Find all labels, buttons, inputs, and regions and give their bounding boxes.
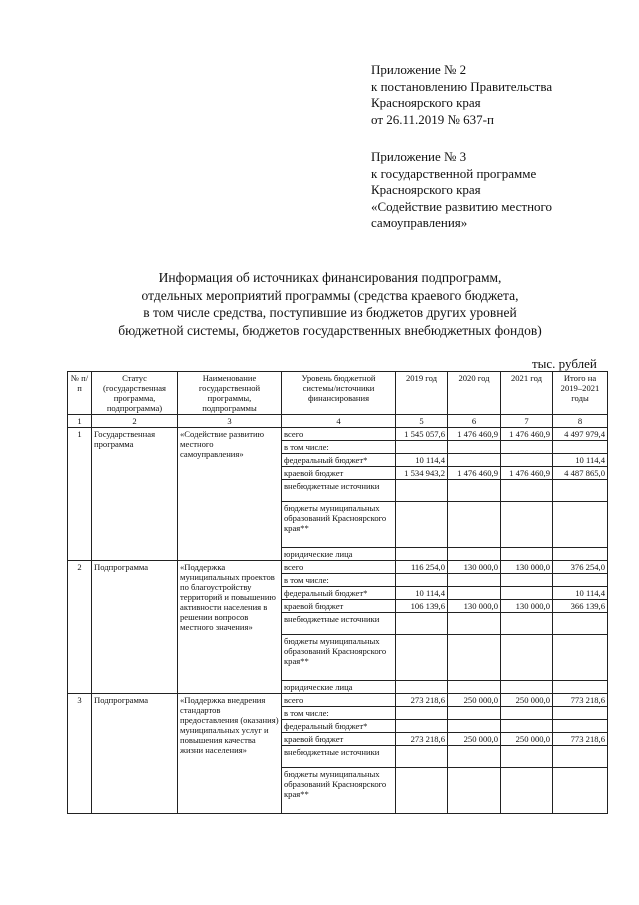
value-2021: 130 000,0 bbox=[501, 600, 553, 613]
value-total: 366 139,6 bbox=[553, 600, 608, 613]
value-2019: 273 218,6 bbox=[396, 694, 448, 707]
header-total: Итого на 2019–2021 годы bbox=[553, 372, 608, 415]
value-2021 bbox=[501, 681, 553, 694]
row-num: 1 bbox=[68, 428, 92, 561]
column-number: 3 bbox=[178, 415, 282, 428]
value-2019 bbox=[396, 768, 448, 814]
budget-level: в том числе: bbox=[282, 574, 396, 587]
value-2020 bbox=[448, 574, 501, 587]
appendix-3-line: Приложение № 3 bbox=[371, 149, 467, 164]
value-total bbox=[553, 635, 608, 681]
value-2021: 1 476 460,9 bbox=[501, 428, 553, 441]
value-2020: 130 000,0 bbox=[448, 561, 501, 574]
header-2021: 2021 год bbox=[501, 372, 553, 415]
value-2021 bbox=[501, 587, 553, 600]
header-status: Статус (государственная программа, подпрограмма) bbox=[92, 372, 178, 415]
value-2021: 130 000,0 bbox=[501, 561, 553, 574]
header-2020: 2020 год bbox=[448, 372, 501, 415]
value-2021: 1 476 460,9 bbox=[501, 467, 553, 480]
header-num: № п/п bbox=[68, 372, 92, 415]
value-total bbox=[553, 613, 608, 635]
value-2020: 250 000,0 bbox=[448, 694, 501, 707]
column-number: 5 bbox=[396, 415, 448, 428]
appendix-2-line: Приложение № 2 bbox=[371, 62, 467, 77]
appendix-3-line: самоуправления» bbox=[371, 215, 468, 230]
appendix-3-line: «Содействие развитию местного bbox=[371, 198, 553, 214]
row-name: «Поддержка муниципальных проектов по благоустройству территорий и повышению активности населения в решении вопросов местного значения» bbox=[178, 561, 282, 694]
value-total bbox=[553, 574, 608, 587]
value-2019: 273 218,6 bbox=[396, 733, 448, 746]
value-2020 bbox=[448, 768, 501, 814]
value-2020 bbox=[448, 720, 501, 733]
value-2020 bbox=[448, 613, 501, 635]
title-line: бюджетной системы, бюджетов государственных внебюджетных фондов) bbox=[118, 322, 542, 338]
row-status: Подпрограмма bbox=[92, 694, 178, 814]
budget-level: в том числе: bbox=[282, 707, 396, 720]
budget-level: всего bbox=[282, 694, 396, 707]
value-2021 bbox=[501, 613, 553, 635]
value-2019 bbox=[396, 720, 448, 733]
document-title bbox=[60, 269, 600, 339]
budget-level: внебюджетные источники bbox=[282, 613, 396, 635]
value-2019: 1 545 057,6 bbox=[396, 428, 448, 441]
value-2021 bbox=[501, 480, 553, 502]
value-2020 bbox=[448, 635, 501, 681]
value-total: 773 218,6 bbox=[553, 733, 608, 746]
budget-level: всего bbox=[282, 561, 396, 574]
value-total bbox=[553, 768, 608, 814]
value-2020: 1 476 460,9 bbox=[448, 467, 501, 480]
value-2019 bbox=[396, 480, 448, 502]
column-number: 1 bbox=[68, 415, 92, 428]
title-line: Информация об источниках финансирования подпрограмм, bbox=[158, 270, 502, 285]
header-level: Уровень бюджетной системы/источники финансирования bbox=[282, 372, 396, 415]
budget-level: внебюджетные источники bbox=[282, 746, 396, 768]
row-name: «Содействие развитию местного самоуправления» bbox=[178, 428, 282, 561]
appendix-3-line: к государственной программе bbox=[371, 165, 537, 181]
value-2019 bbox=[396, 502, 448, 548]
budget-level: в том числе: bbox=[282, 441, 396, 454]
row-num: 2 bbox=[68, 561, 92, 694]
value-2019: 10 114,4 bbox=[396, 587, 448, 600]
value-2020 bbox=[448, 587, 501, 600]
column-number-row bbox=[68, 415, 608, 428]
budget-level: бюджеты муниципальных образований Красноярского края** bbox=[282, 502, 396, 548]
value-2019 bbox=[396, 613, 448, 635]
row-name: «Поддержка внедрения стандартов предоставления (оказания) муниципальных услуг и повышения качества жизни населения» bbox=[178, 694, 282, 814]
budget-level: юридические лица bbox=[282, 548, 396, 561]
appendix-2-header bbox=[371, 62, 552, 128]
value-2020: 250 000,0 bbox=[448, 733, 501, 746]
table-row bbox=[68, 561, 608, 574]
value-total bbox=[553, 502, 608, 548]
table-header-row bbox=[68, 372, 608, 415]
value-2021: 250 000,0 bbox=[501, 733, 553, 746]
budget-level: краевой бюджет bbox=[282, 733, 396, 746]
value-total: 10 114,4 bbox=[553, 454, 608, 467]
appendix-2-line: от 26.11.2019 № 637-п bbox=[371, 111, 494, 127]
header-name: Наименование государственной программы, подпрограммы bbox=[178, 372, 282, 415]
value-2019: 106 139,6 bbox=[396, 600, 448, 613]
value-total bbox=[553, 441, 608, 454]
header-2019: 2019 год bbox=[396, 372, 448, 415]
value-2021 bbox=[501, 574, 553, 587]
value-2021 bbox=[501, 720, 553, 733]
value-2020 bbox=[448, 441, 501, 454]
budget-level: федеральный бюджет* bbox=[282, 720, 396, 733]
value-2021 bbox=[501, 454, 553, 467]
appendix-3-header bbox=[371, 149, 552, 232]
row-status: Подпрограмма bbox=[92, 561, 178, 694]
value-total bbox=[553, 720, 608, 733]
value-total bbox=[553, 480, 608, 502]
value-total: 4 487 865,0 bbox=[553, 467, 608, 480]
value-total bbox=[553, 707, 608, 720]
value-total bbox=[553, 548, 608, 561]
column-number: 4 bbox=[282, 415, 396, 428]
title-line: в том числе средства, поступившие из бюджетов других уровней bbox=[143, 305, 517, 320]
value-total: 10 114,4 bbox=[553, 587, 608, 600]
value-2020 bbox=[448, 480, 501, 502]
value-2019 bbox=[396, 707, 448, 720]
value-2019 bbox=[396, 635, 448, 681]
column-number: 2 bbox=[92, 415, 178, 428]
table-row bbox=[68, 694, 608, 707]
value-2019 bbox=[396, 681, 448, 694]
value-2021 bbox=[501, 548, 553, 561]
value-2019 bbox=[396, 441, 448, 454]
value-total bbox=[553, 681, 608, 694]
appendix-2-line: Красноярского края bbox=[371, 95, 481, 110]
value-2020 bbox=[448, 454, 501, 467]
budget-level: федеральный бюджет* bbox=[282, 587, 396, 600]
value-total bbox=[553, 746, 608, 768]
value-2019: 10 114,4 bbox=[396, 454, 448, 467]
value-total: 376 254,0 bbox=[553, 561, 608, 574]
budget-level: бюджеты муниципальных образований Красноярского края** bbox=[282, 635, 396, 681]
value-2020 bbox=[448, 746, 501, 768]
column-number: 8 bbox=[553, 415, 608, 428]
value-2021 bbox=[501, 768, 553, 814]
value-2021: 250 000,0 bbox=[501, 694, 553, 707]
value-2019 bbox=[396, 746, 448, 768]
appendix-3-line: Красноярского края bbox=[371, 182, 481, 197]
value-2020: 130 000,0 bbox=[448, 600, 501, 613]
value-2021 bbox=[501, 635, 553, 681]
value-2019 bbox=[396, 574, 448, 587]
value-2020 bbox=[448, 548, 501, 561]
budget-level: юридические лица bbox=[282, 681, 396, 694]
value-2019 bbox=[396, 548, 448, 561]
budget-level: бюджеты муниципальных образований Красноярского края** bbox=[282, 768, 396, 814]
budget-level: внебюджетные источники bbox=[282, 480, 396, 502]
value-total: 4 497 979,4 bbox=[553, 428, 608, 441]
value-2019: 1 534 943,2 bbox=[396, 467, 448, 480]
value-2020 bbox=[448, 707, 501, 720]
row-status: Государственная программа bbox=[92, 428, 178, 561]
budget-level: всего bbox=[282, 428, 396, 441]
column-number: 6 bbox=[448, 415, 501, 428]
budget-level: федеральный бюджет* bbox=[282, 454, 396, 467]
value-2021 bbox=[501, 441, 553, 454]
value-total: 773 218,6 bbox=[553, 694, 608, 707]
value-2020: 1 476 460,9 bbox=[448, 428, 501, 441]
budget-level: краевой бюджет bbox=[282, 600, 396, 613]
value-2019: 116 254,0 bbox=[396, 561, 448, 574]
financing-table bbox=[67, 371, 608, 814]
appendix-2-line: к постановлению Правительства bbox=[371, 78, 553, 94]
budget-level: краевой бюджет bbox=[282, 467, 396, 480]
column-number: 7 bbox=[501, 415, 553, 428]
value-2021 bbox=[501, 707, 553, 720]
row-num: 3 bbox=[68, 694, 92, 814]
value-2020 bbox=[448, 502, 501, 548]
units-label: тыс. рублей bbox=[532, 356, 597, 371]
value-2021 bbox=[501, 746, 553, 768]
table-row bbox=[68, 428, 608, 441]
title-line: отдельных мероприятий программы (средства краевого бюджета, bbox=[141, 287, 519, 303]
value-2021 bbox=[501, 502, 553, 548]
value-2020 bbox=[448, 681, 501, 694]
